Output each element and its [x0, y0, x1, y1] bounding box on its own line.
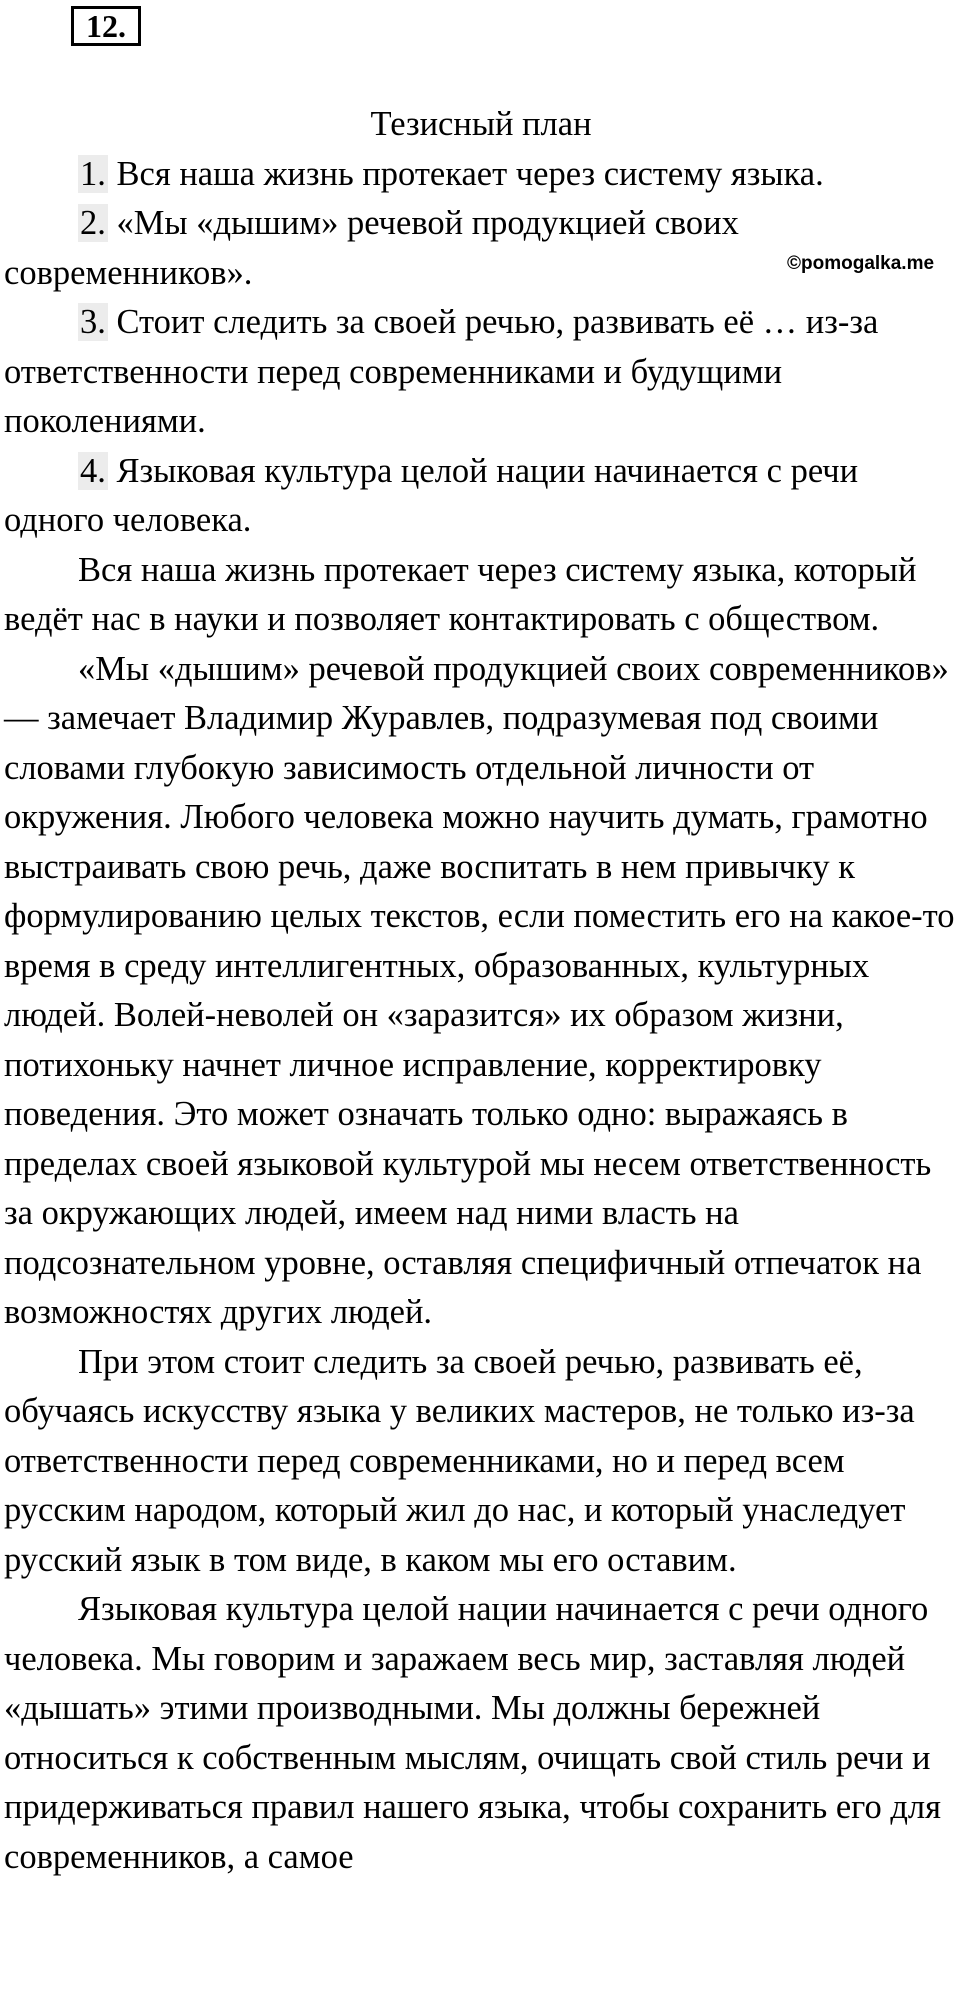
plan-item-text: «Мы «дышим» речевой продукцией своих современников».	[4, 204, 739, 292]
essay-paragraph: Вся наша жизнь протекает через систему языка, который ведёт нас в науки и позволяет контактировать с обществом.	[4, 550, 917, 638]
task-number: 12.	[86, 8, 126, 44]
plan-item-number: 1.	[80, 154, 106, 193]
plan-item	[4, 150, 958, 200]
plan-item-number: 2.	[80, 204, 106, 242]
essay-paragraph: Языковая культура целой нации начинается с речи одного человека. Мы говорим и заражаем весь мир, заставляя людей «дышать» этими производными. Мы должны бережней относиться к собственным мыслям, очищать свой стиль речи и придерживаться правил нашего языка, чтобы сохранить его для современников, а самое	[4, 1590, 941, 1876]
plan-item-text: Языковая культура целой нации начинается с речи одного человека.	[4, 451, 859, 539]
plan-item-text: Стоит следить за своей речью, развивать её … из-за ответственности перед современниками и будущими поколениями.	[4, 303, 879, 440]
plan-item-text: Вся наша жизнь протекает через систему языка.	[107, 154, 824, 193]
plan-item	[4, 298, 958, 447]
task-number-box	[71, 6, 141, 46]
plan-title: Тезисный план	[370, 105, 592, 143]
plan-item-number: 3.	[80, 303, 106, 341]
plan-item-number: 4.	[80, 451, 106, 490]
essay-paragraph: При этом стоит следить за своей речью, развивать её, обучаясь искусству языка у великих мастеров, не только из-за ответственности перед современниками, но и перед всем русским народом, который жил до нас, и который унаследует русский язык в том виде, в каком мы его оставим.	[4, 1342, 915, 1579]
plan-item	[4, 447, 958, 546]
document-content	[4, 100, 958, 1882]
essay-paragraph: «Мы «дышим» речевой продукцией своих современников» — замечает Владимир Журавлев, подразумевая под своими словами глубокую зависимость отдельной личности от окружения. Любого человека можно научить думать, грамотно выстраивать свою речь, даже воспитать в нем привычку к формулированию целых текстов, если поместить его на какое-то время в среду интеллигентных, образованных, культурных людей. Волей-неволей он «заразится» их образом жизни, потихоньку начнет личное исправление, корректировку поведения. Это может означать только одно: выражаясь в пределах своей языковой культурой мы несем ответственность за окружающих людей, имеем над ними власть на подсознательном уровне, оставляя специфичный отпечаток на возможностях других людей.	[4, 649, 955, 1331]
watermark: ©pomogalka.me	[787, 253, 935, 274]
plan-item	[4, 199, 958, 298]
